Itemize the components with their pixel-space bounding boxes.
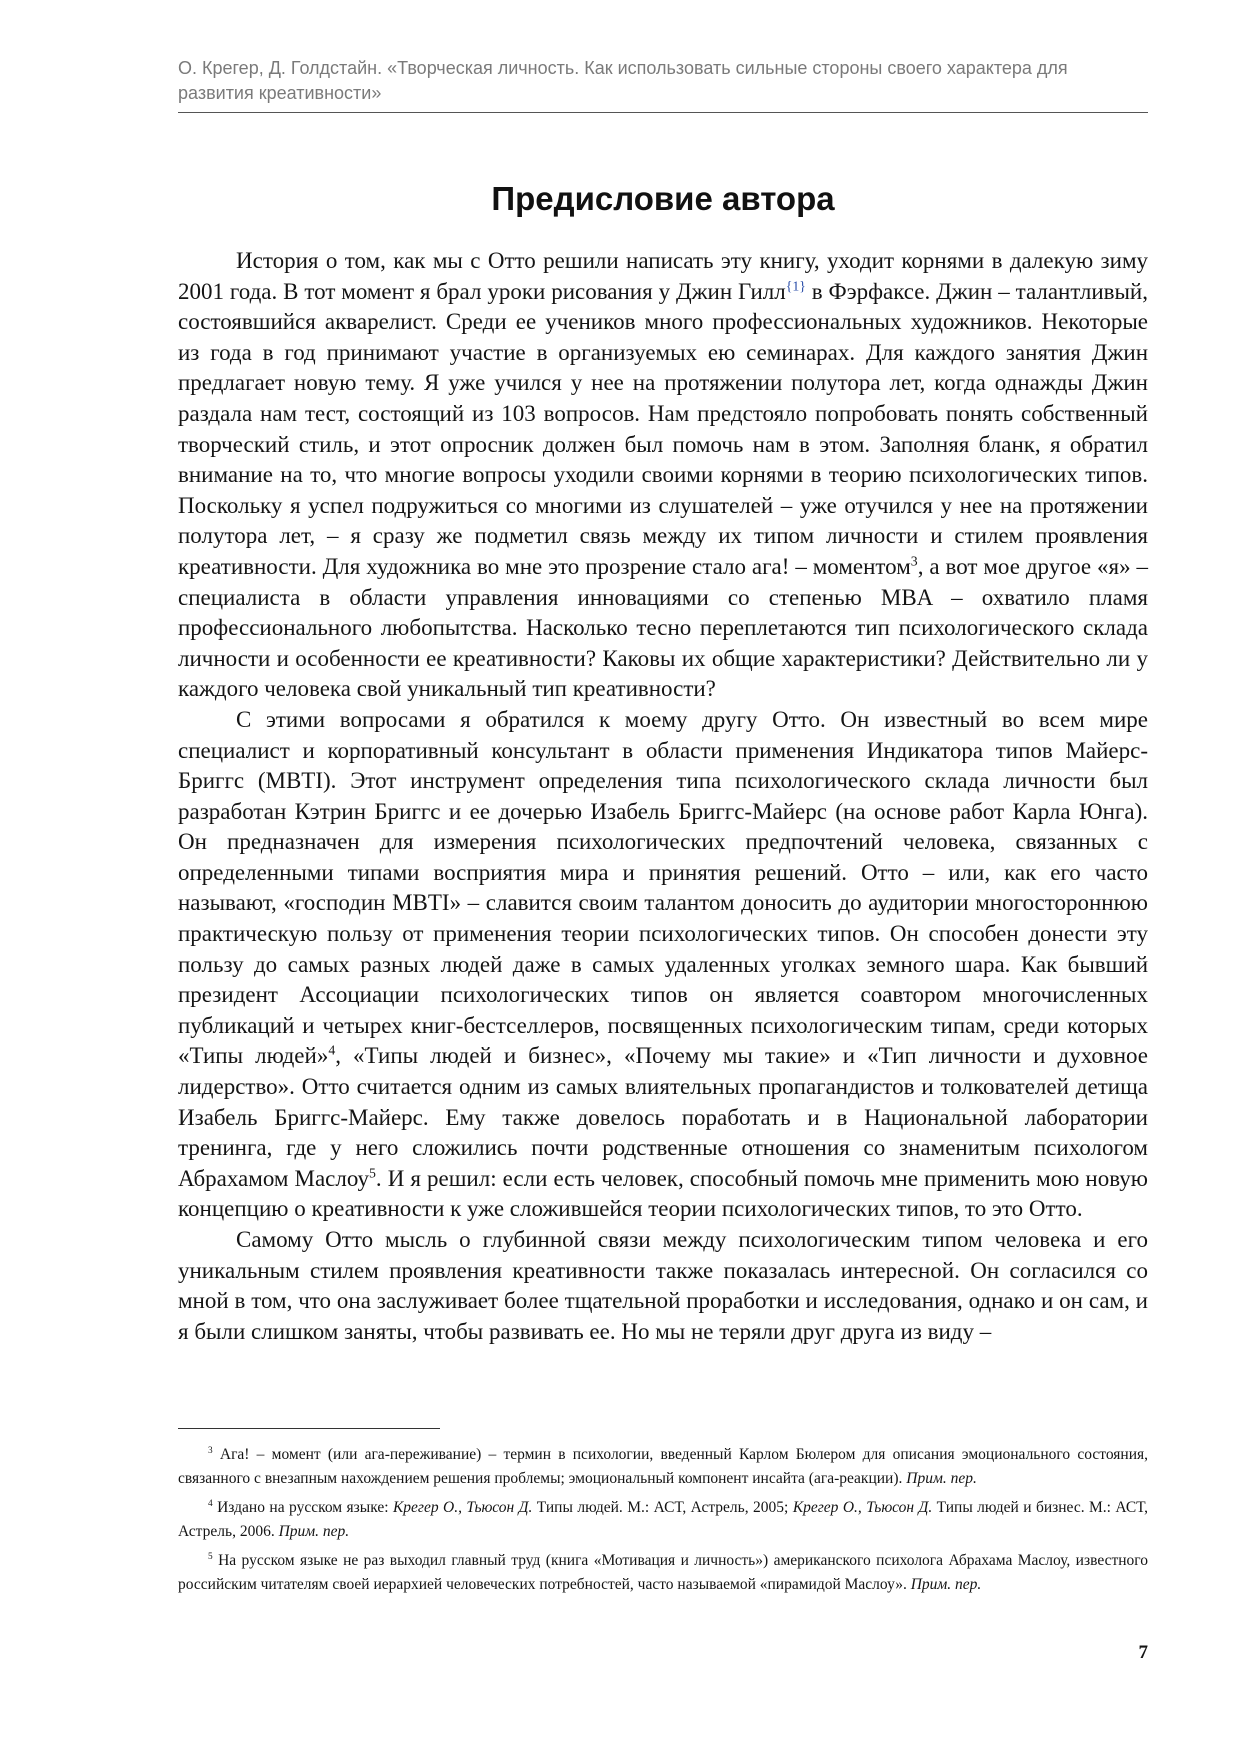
footnote-text: На русском языке не раз выходил главный труд (книга «Мотивация и личность») американского психолога Абрахама Маслоу, известного российским читателям своей иерархией человеческих потребностей, часто называемой «пирамидой Маслоу». — [178, 1552, 1149, 1593]
footnote-authors: Крегер О., Тьюсон Д. — [792, 1499, 933, 1516]
chapter-title: Предисловие автора — [491, 180, 835, 217]
footnote-text: Типы людей. М.: АСТ, Астрель, 2005; — [532, 1499, 793, 1516]
body-text — [178, 246, 1148, 1347]
header-divider — [178, 112, 1148, 113]
paragraph-2-part-b: , «Типы людей и бизнес», «Почему мы такие» и «Тип личности и духовное лидерство». Отто считается одним из самых влиятельных пропагандистов и толкователей детища Изабель Бриггс-Майерс. Ему также довелось поработать и в Национальной лаборатории тренинга, где у него сложились почти родственные отношения со знаменитым психологом Абрахамом Маслоу — [178, 1043, 1148, 1191]
footnote-divider — [178, 1428, 440, 1429]
footnote-number: 5 — [208, 1551, 213, 1562]
paragraph-1-part-a: История о том, как мы с Отто решили написать эту книгу, уходит корнями в далекую зиму 2001 года. В тот момент я брал уроки рисования у Джин Гилл — [178, 248, 1148, 304]
paragraph-2-part-a: С этими вопросами я обратился к моему другу Отто. Он известный во всем мире специалист и корпоративный консультант в области применения Индикатора типов Майерс-Бриггс (MBTI). Этот инструмент определения типа психологического склада личности был разработан Кэтрин Бриггс и ее дочерью Изабель Бриггс-Майерс (на основе работ Карла Юнга). Он предназначен для измерения психологических предпочтений человека, связанных с определенными типами восприятия мира и принятия решений. Отто – или, как его часто называют, «господин MBTI» – славится своим талантом доносить до аудитории многостороннюю практическую пользу от применения теории психологических типов. Он способен донести эту пользу до самых разных людей даже в самых удаленных уголках земного шара. Как бывший президент Ассоциации психологических типов он является соавтором многочисленных публикаций и четырех книг-бестселлеров, посвященных психологическим типам, среди которых «Типы людей» — [178, 706, 1148, 1069]
paragraph-3: Самому Отто мысль о глубинной связи между психологическим типом человека и его уникальным стилем проявления креативности также показалась интересной. Он согласился со мной в том, что она заслуживает более тщательной проработки и исследования, однако и он сам, и я были слишком заняты, чтобы развивать ее. Но мы не теряли друг друга из виду – — [178, 1227, 1148, 1344]
footnote-marker-3: 3 — [910, 553, 918, 569]
footnote-authors: Крегер О., Тьюсон Д. — [392, 1499, 533, 1516]
footnote-text: Типы людей и бизнес. М.: АСТ, Астрель, 2006. — [178, 1499, 1148, 1540]
footnote-marker-5: 5 — [368, 1165, 376, 1181]
translator-note: Прим. пер. — [278, 1523, 350, 1540]
footnotes — [178, 1443, 1148, 1602]
paragraph-2 — [178, 705, 1148, 1225]
footnote-number: 3 — [208, 1445, 213, 1456]
footnote-marker-4: 4 — [328, 1042, 336, 1058]
translator-note: Прим. пер. — [910, 1576, 982, 1593]
footnote-number: 4 — [208, 1498, 213, 1509]
paragraph-1 — [178, 246, 1148, 705]
paragraph-2-part-c: . И я решил: если есть человек, способный помочь мне применить мою новую концепцию о креативности к уже сложившейся теории психологических типов, то это Отто. — [178, 1165, 1148, 1222]
footnote-text: Ага! – момент (или ага-переживание) – термин в психологии, введенный Карлом Бюлером для описания эмоционального состояния, связанного с внезапным нахождением решения проблемы; эмоциональный компонент инсайта (ага-реакции). — [178, 1446, 1148, 1487]
paragraph-1-part-b: в Фэрфаксе. Джин – талантливый, состоявшийся акварелист. Среди ее учеников много профессиональных художников. Некоторые из года в год принимают участие в организуемых ею семинарах. Для каждого занятия Джин предлагает новую тему. Я уже учился у нее на протяжении полутора лет, когда однажды Джин раздала нам тест, состоящий из 103 вопросов. Нам предстояло попробовать понять собственный творческий стиль, и этот опросник должен был помочь нам в этом. Заполняя бланк, я обратил внимание на то, что многие вопросы уходили своими корнями в теорию психологических типов. Поскольку я успел подружиться со многими из слушателей – уже отучился у нее на протяжении полутора лет, – я сразу же подметил связь между их типом личности и стилем проявления креативности. Для художника во мне это прозрение стало ага! – моментом — [178, 278, 1148, 579]
footnote-3 — [178, 1443, 1148, 1491]
footnote-text: Издано на русском языке: — [217, 1499, 393, 1516]
translator-note: Прим. пер. — [906, 1470, 977, 1487]
footnote-4 — [178, 1496, 1148, 1544]
paragraph-1-part-c: , а вот мое другое «я» – специалиста в области управления инновациями со степенью MBA – охватило пламя профессионального любопытства. Насколько тесно переплетаются тип психологического склада личности и особенности ее креативности? Каковы их общие характеристики? Действительно ли у каждого человека свой уникальный тип креативности? — [178, 553, 1148, 702]
footnote-ref-1[interactable]: {1} — [785, 277, 806, 293]
footnote-5 — [178, 1549, 1148, 1597]
page-number: 7 — [1138, 1642, 1148, 1663]
running-header: О. Крегер, Д. Голдстайн. «Творческая личность. Как использовать сильные стороны своего характера для развития креативности» — [178, 58, 1068, 103]
